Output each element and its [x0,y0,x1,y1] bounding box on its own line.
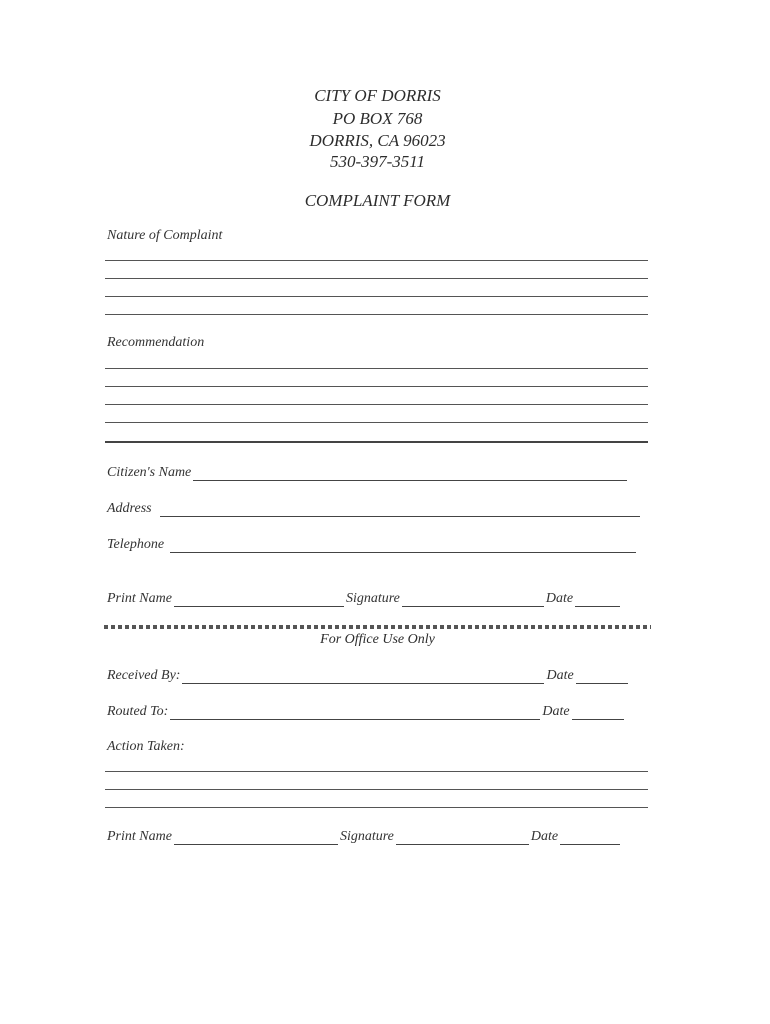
routed-to-field[interactable] [170,706,540,720]
signature-label: Signature [345,591,400,606]
office-date-field[interactable] [560,831,620,845]
recommendation-line[interactable] [105,368,648,369]
complaint-line[interactable] [105,278,648,279]
routed-date-field[interactable] [572,706,624,720]
office-date-label: Date [530,829,559,844]
received-date-field[interactable] [576,670,628,684]
received-by-label: Received By: [107,668,181,683]
routed-to-label: Routed To: [107,704,169,719]
citizen-name-label: Citizen's Name [107,465,192,480]
date-label: Date [545,591,574,606]
complaint-line[interactable] [105,296,648,297]
recommendation-label: Recommendation [107,335,205,350]
telephone-field[interactable] [170,539,636,553]
signature-field[interactable] [402,593,544,607]
routed-date-label: Date [542,704,570,719]
citizen-name-row [107,465,629,481]
telephone-row [107,537,638,553]
office-use-title: For Office Use Only [320,632,435,647]
complaint-line[interactable] [105,314,648,315]
action-line[interactable] [105,771,648,772]
received-date-label: Date [546,668,574,683]
routed-to-row [107,704,626,720]
org-name: CITY OF DORRIS [314,86,441,105]
office-signature-label: Signature [339,829,394,844]
received-by-row [107,668,630,684]
po-box: PO BOX 768 [332,109,423,128]
city-state-zip: DORRIS, CA 96023 [309,131,446,150]
recommendation-line[interactable] [105,386,648,387]
print-name-label: Print Name [107,591,172,606]
phone-number: 530-397-3511 [329,152,426,171]
citizen-name-field[interactable] [193,467,627,481]
action-line[interactable] [105,789,648,790]
office-print-name-label: Print Name [107,829,172,844]
signature-row [107,591,622,607]
address-label: Address [107,501,152,516]
nature-of-complaint-label: Nature of Complaint [107,228,223,243]
recommendation-line[interactable] [105,404,648,405]
section-divider [105,441,648,443]
recommendation-line[interactable] [105,422,648,423]
complaint-line[interactable] [105,260,648,261]
date-field[interactable] [575,593,620,607]
address-field[interactable] [160,503,640,517]
received-by-field[interactable] [182,670,544,684]
action-line[interactable] [105,807,648,808]
form-title: COMPLAINT FORM [304,191,451,210]
print-name-field[interactable] [174,593,344,607]
office-use-divider [104,625,651,629]
office-print-name-field[interactable] [174,831,338,845]
telephone-label: Telephone [107,537,165,552]
action-taken-label: Action Taken: [107,739,185,754]
office-signature-row [107,829,622,845]
office-signature-field[interactable] [396,831,529,845]
address-row [107,501,642,517]
